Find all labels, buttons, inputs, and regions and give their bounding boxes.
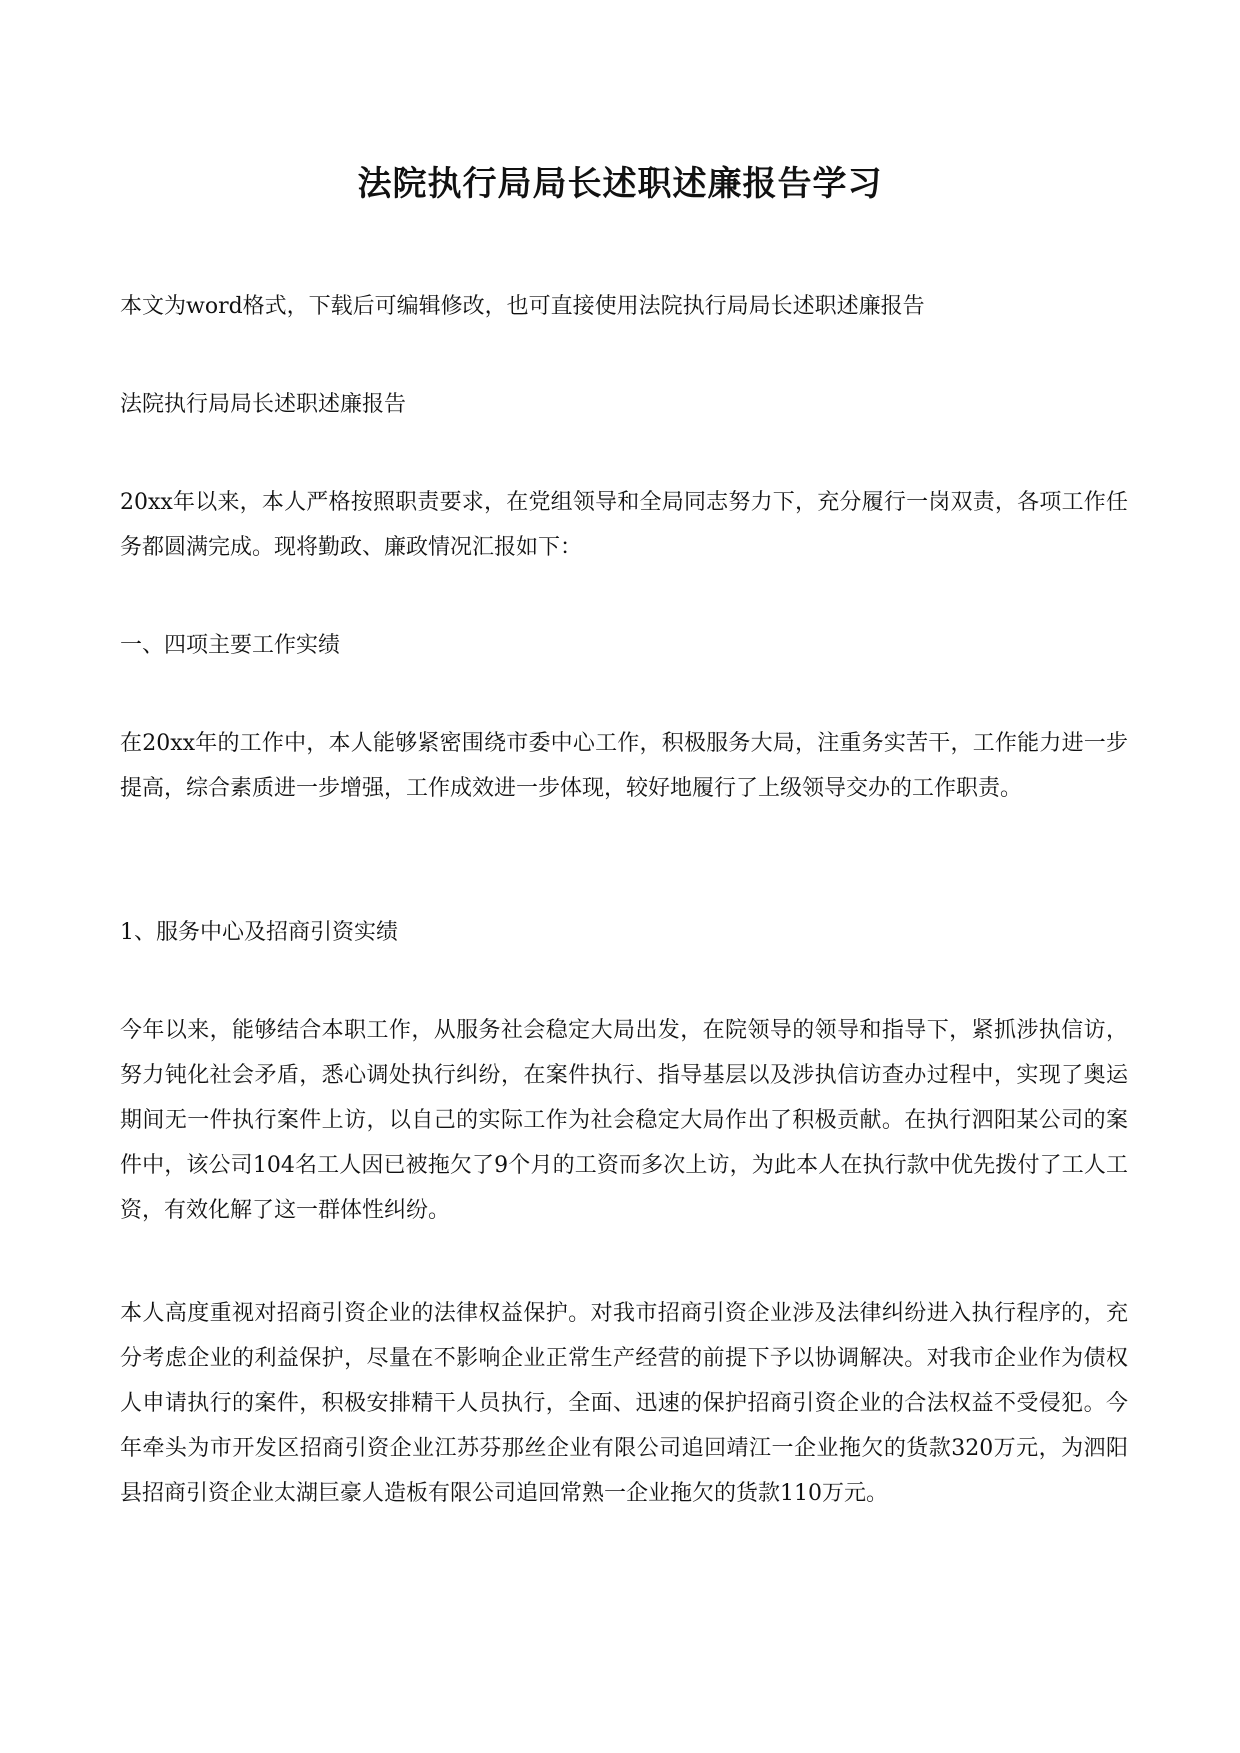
section-heading-1: 一、四项主要工作实绩 bbox=[120, 633, 341, 658]
document-title: 法院执行局局长述职述廉报告学习 bbox=[357, 164, 883, 204]
investment-protection-paragraph: 本人高度重视对招商引资企业的法律权益保护。对我市招商引资企业涉及法律纠纷进入执行程序的，充分考虑企业的利益保护，尽量在不影响企业正常生产经营的前提下予以协调解决。对我市企业作为债权人申请执行的案件，积极安排精干人员执行，全面、迅速的保护招商引资企业的合法权益不受侵犯。今年牵头为市开发区招商引资企业江苏芬那丝企业有限公司追回靖江一企业拖欠的货款320万元，为泗阳县招商引资企业太湖巨豪人造板有限公司追回常熟一企业拖欠的货款110万元。 bbox=[120, 1301, 1128, 1506]
service-center-paragraph: 今年以来，能够结合本职工作，从服务社会稳定大局出发，在院领导的领导和指导下，紧抓涉执信访，努力钝化社会矛盾，悉心调处执行纠纷，在案件执行、指导基层以及涉执信访查办过程中，实现了奥运期间无一件执行案件上访，以自己的实际工作为社会稳定大局作出了积极贡献。在执行泗阳某公司的案件中，该公司104名工人因已被拖欠了9个月的工资而多次上访，为此本人在执行款中优先拨付了工人工资，有效化解了这一群体性纠纷。 bbox=[120, 1018, 1128, 1223]
achievements-paragraph: 在20xx年的工作中，本人能够紧密围绕市委中心工作，积极服务大局，注重务实苦干，工作能力进一步提高，综合素质进一步增强，工作成效进一步体现，较好地履行了上级领导交办的工作职责。 bbox=[120, 731, 1128, 801]
opening-paragraph: 20xx年以来，本人严格按照职责要求，在党组领导和全局同志努力下，充分履行一岗双责，各项工作任务都圆满完成。现将勤政、廉政情况汇报如下： bbox=[120, 490, 1128, 560]
report-subtitle: 法院执行局局长述职述廉报告 bbox=[120, 392, 407, 417]
intro-paragraph: 本文为word格式，下载后可编辑修改，也可直接使用法院执行局局长述职述廉报告 bbox=[120, 294, 925, 319]
subsection-heading-1: 1、服务中心及招商引资实绩 bbox=[120, 920, 398, 945]
